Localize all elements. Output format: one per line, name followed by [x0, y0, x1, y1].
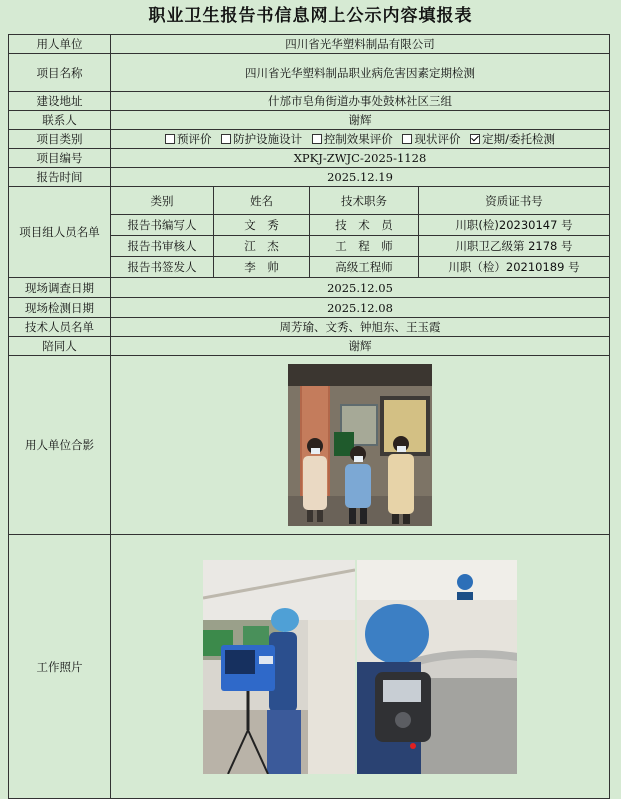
escort-value: 谢辉	[111, 337, 610, 356]
row-work-photo	[9, 535, 610, 799]
member-cert: 川职(检)20230147 号	[419, 215, 610, 236]
member-name: 江 杰	[214, 236, 310, 257]
test-date-label: 现场检测日期	[9, 298, 111, 318]
survey-date-value: 2025.12.05	[111, 278, 610, 298]
row-project-name	[9, 54, 610, 92]
row-project-no	[9, 149, 610, 168]
survey-date-label: 现场调查日期	[9, 278, 111, 298]
project-no-label: 项目编号	[9, 149, 111, 168]
option-periodic-testing[interactable]: 定期/委托检测	[470, 132, 555, 146]
member-title: 工 程 师	[310, 236, 419, 257]
option-pre-evaluation[interactable]: 预评价	[165, 132, 212, 146]
member-role: 报告书编写人	[111, 215, 214, 236]
member-name: 文 秀	[214, 215, 310, 236]
project-name-label: 项目名称	[9, 54, 111, 92]
team-header-cert: 资质证书号	[419, 187, 610, 215]
row-employer	[9, 35, 610, 54]
contact-label: 联系人	[9, 111, 111, 130]
member-role: 报告书签发人	[111, 257, 214, 278]
row-test-date	[9, 298, 610, 318]
contact-value: 谢辉	[111, 111, 610, 130]
team-header-name: 姓名	[214, 187, 310, 215]
work-photo-handheld-meter	[357, 560, 517, 774]
option-protection-design[interactable]: 防护设施设计	[221, 132, 302, 146]
project-name-value: 四川省光华塑料制品职业病危害因素定期检测	[111, 54, 610, 92]
option-status-evaluation[interactable]: 现状评价	[402, 132, 460, 146]
employer-value: 四川省光华塑料制品有限公司	[111, 35, 610, 54]
member-cert: 川职（检）20210189 号	[419, 257, 610, 278]
member-title: 高级工程师	[310, 257, 419, 278]
checkbox-checked-icon	[470, 134, 480, 144]
option-control-evaluation[interactable]: 控制效果评价	[312, 132, 393, 146]
member-cert: 川职卫乙级第 2178 号	[419, 236, 610, 257]
address-label: 建设地址	[9, 92, 111, 111]
work-photo-noise-meter	[203, 560, 355, 774]
member-title: 技 术 员	[310, 215, 419, 236]
work-photo-pair	[114, 560, 606, 774]
row-technicians	[9, 318, 610, 337]
group-photo-label: 用人单位合影	[9, 356, 111, 535]
team-header-title: 技术职务	[310, 187, 419, 215]
team-label: 项目组人员名单	[9, 187, 111, 278]
escort-label: 陪同人	[9, 337, 111, 356]
address-value: 什邡市皂角街道办事处鼓林社区三组	[111, 92, 610, 111]
checkbox-icon	[221, 134, 231, 144]
work-photo-cell	[111, 535, 610, 799]
checkbox-icon	[402, 134, 412, 144]
report-date-value: 2025.12.19	[111, 168, 610, 187]
work-photo-label: 工作照片	[9, 535, 111, 799]
checkbox-icon	[165, 134, 175, 144]
disclosure-form-table	[8, 34, 610, 799]
checkbox-icon	[312, 134, 322, 144]
employer-label: 用人单位	[9, 35, 111, 54]
form-title: 职业卫生报告书信息网上公示内容填报表	[148, 6, 473, 26]
test-date-value: 2025.12.08	[111, 298, 610, 318]
report-date-label: 报告时间	[9, 168, 111, 187]
row-report-date	[9, 168, 610, 187]
row-address	[9, 92, 610, 111]
team-header-row	[9, 187, 610, 215]
project-type-label: 项目类别	[9, 130, 111, 149]
member-name: 李 帅	[214, 257, 310, 278]
row-project-type	[9, 130, 610, 149]
technicians-label: 技术人员名单	[9, 318, 111, 337]
row-group-photo	[9, 356, 610, 535]
row-contact	[9, 111, 610, 130]
team-header-role: 类别	[111, 187, 214, 215]
row-survey-date	[9, 278, 610, 298]
row-escort	[9, 337, 610, 356]
project-no-value: XPKJ-ZWJC-2025-1128	[111, 149, 610, 168]
group-photo-cell	[111, 356, 610, 535]
group-photo-image	[288, 364, 432, 526]
member-role: 报告书审核人	[111, 236, 214, 257]
technicians-value: 周芳瑜、文秀、钟旭东、王玉霞	[111, 318, 610, 337]
project-type-options	[111, 130, 610, 149]
